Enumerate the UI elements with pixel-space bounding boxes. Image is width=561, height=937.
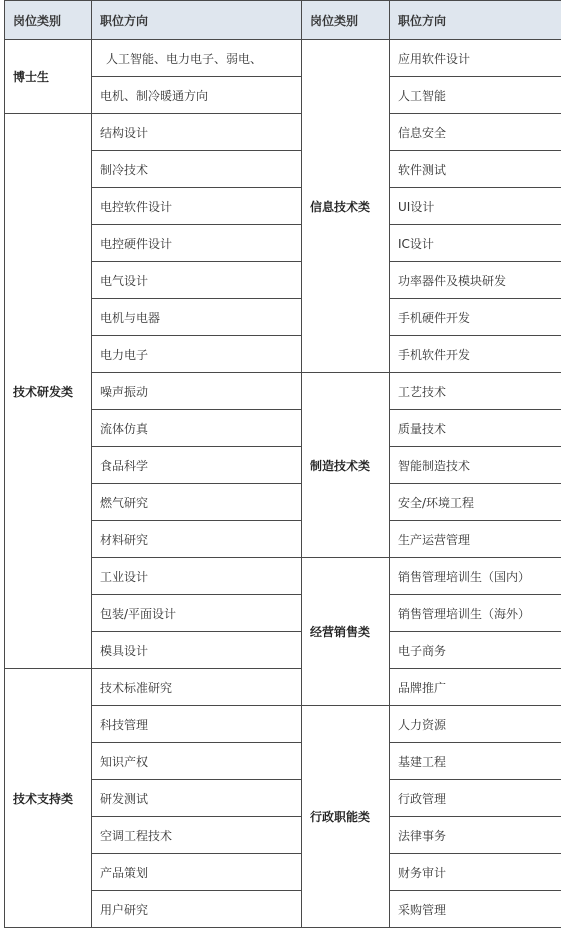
right-direction-cell: 软件测试 bbox=[390, 151, 561, 188]
right-direction-cell: 采购管理 bbox=[390, 891, 561, 928]
left-direction-cell: 电气设计 bbox=[92, 262, 302, 299]
right-direction-cell: 品牌推广 bbox=[390, 669, 561, 706]
left-direction-cell: 制冷技术 bbox=[92, 151, 302, 188]
left-direction-cell: 电控软件设计 bbox=[92, 188, 302, 225]
right-direction-cell: 基建工程 bbox=[390, 743, 561, 780]
right-direction-cell: 人工智能 bbox=[390, 77, 561, 114]
table-row bbox=[5, 669, 561, 706]
right-direction-cell: 应用软件设计 bbox=[390, 40, 561, 77]
right-direction-cell: 行政管理 bbox=[390, 780, 561, 817]
left-direction-cell: 电机、制冷暖通方向 bbox=[92, 77, 302, 114]
left-direction-cell: 电控硬件设计 bbox=[92, 225, 302, 262]
right-direction-cell: 手机软件开发 bbox=[390, 336, 561, 373]
left-direction-cell: 电力电子 bbox=[92, 336, 302, 373]
job-positions-table bbox=[4, 0, 561, 928]
right-direction-cell: 信息安全 bbox=[390, 114, 561, 151]
left-direction-cell: 模具设计 bbox=[92, 632, 302, 669]
left-direction-cell: 包装/平面设计 bbox=[92, 595, 302, 632]
right-direction-cell: 法律事务 bbox=[390, 817, 561, 854]
header-row bbox=[5, 1, 561, 40]
left-direction-cell: 知识产权 bbox=[92, 743, 302, 780]
right-direction-cell: IC设计 bbox=[390, 225, 561, 262]
left-category-cell: 博士生 bbox=[5, 40, 92, 114]
left-direction-cell: 科技管理 bbox=[92, 706, 302, 743]
left-category-cell: 技术研发类 bbox=[5, 114, 92, 669]
left-direction-cell: 燃气研究 bbox=[92, 484, 302, 521]
right-direction-cell: 安全/环境工程 bbox=[390, 484, 561, 521]
header-category-right: 岗位类别 bbox=[302, 1, 390, 40]
left-direction-cell: 工业设计 bbox=[92, 558, 302, 595]
right-direction-cell: 质量技术 bbox=[390, 410, 561, 447]
left-direction-cell: 技术标准研究 bbox=[92, 669, 302, 706]
left-direction-cell: 电机与电器 bbox=[92, 299, 302, 336]
left-direction-cell: 人工智能、电力电子、弱电、 bbox=[92, 40, 302, 77]
left-direction-cell: 结构设计 bbox=[92, 114, 302, 151]
left-direction-cell: 用户研究 bbox=[92, 891, 302, 928]
right-direction-cell: 智能制造技术 bbox=[390, 447, 561, 484]
header-direction-right: 职位方向 bbox=[390, 1, 561, 40]
right-direction-cell: 生产运营管理 bbox=[390, 521, 561, 558]
table-body bbox=[5, 40, 561, 928]
header-direction-left: 职位方向 bbox=[92, 1, 302, 40]
left-direction-cell: 噪声振动 bbox=[92, 373, 302, 410]
right-direction-cell: 工艺技术 bbox=[390, 373, 561, 410]
right-direction-cell: 电子商务 bbox=[390, 632, 561, 669]
left-direction-cell: 流体仿真 bbox=[92, 410, 302, 447]
left-direction-cell: 食品科学 bbox=[92, 447, 302, 484]
right-category-cell: 制造技术类 bbox=[302, 373, 390, 558]
left-category-cell: 技术支持类 bbox=[5, 669, 92, 928]
right-category-cell: 行政职能类 bbox=[302, 706, 390, 928]
right-direction-cell: 销售管理培训生（国内） bbox=[390, 558, 561, 595]
right-direction-cell: 销售管理培训生（海外） bbox=[390, 595, 561, 632]
right-direction-cell: 功率器件及模块研发 bbox=[390, 262, 561, 299]
left-direction-cell: 材料研究 bbox=[92, 521, 302, 558]
right-direction-cell: 手机硬件开发 bbox=[390, 299, 561, 336]
left-direction-cell: 空调工程技术 bbox=[92, 817, 302, 854]
table-row bbox=[5, 40, 561, 77]
right-direction-cell: 财务审计 bbox=[390, 854, 561, 891]
left-direction-cell: 研发测试 bbox=[92, 780, 302, 817]
right-direction-cell: 人力资源 bbox=[390, 706, 561, 743]
right-category-cell: 信息技术类 bbox=[302, 40, 390, 373]
left-direction-cell: 产品策划 bbox=[92, 854, 302, 891]
right-category-cell: 经营销售类 bbox=[302, 558, 390, 706]
header-category-left: 岗位类别 bbox=[5, 1, 92, 40]
right-direction-cell: UI设计 bbox=[390, 188, 561, 225]
table-row bbox=[5, 114, 561, 151]
